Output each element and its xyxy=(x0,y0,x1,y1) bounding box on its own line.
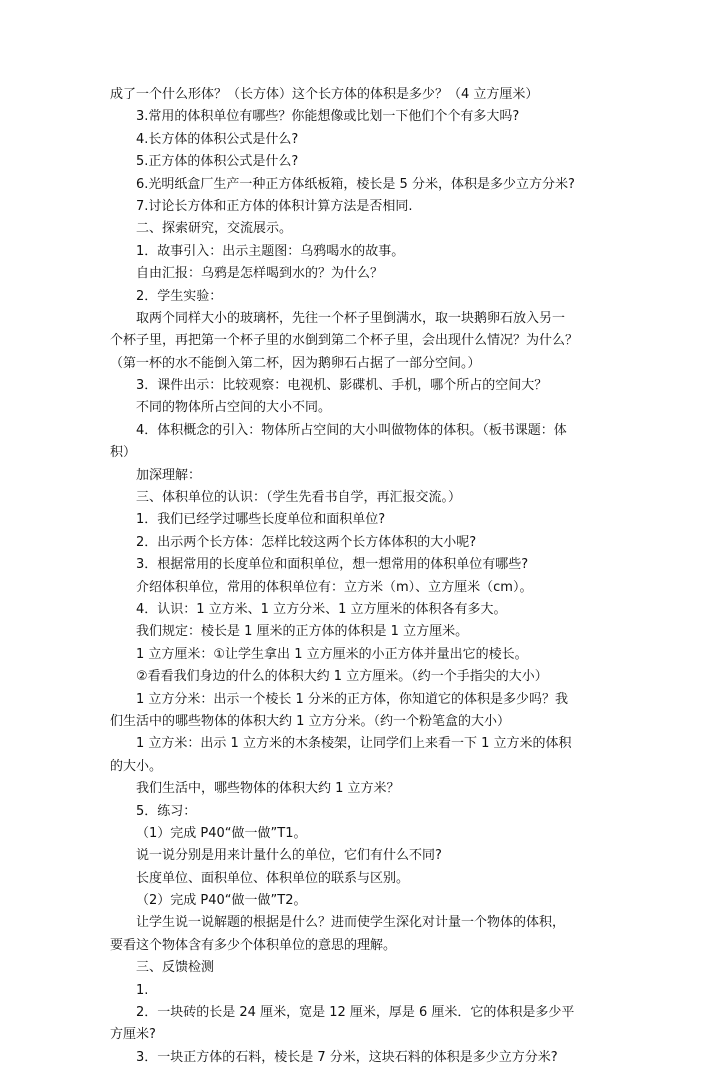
text-line: 1．故事引入：出示主题图：乌鸦喝水的故事。 xyxy=(136,243,405,259)
text-line: 积） xyxy=(110,445,137,461)
text-line: 2．一块砖的长是 24 厘米，宽是 12 厘米，厚是 6 厘米．它的体积是多少平 xyxy=(136,1005,575,1021)
text-line: 1. xyxy=(136,982,149,998)
text-line: 1 立方米：出示 1 立方米的木条棱架，让同学们上来看一下 1 立方米的体积 xyxy=(136,736,572,752)
section-heading: 三、体积单位的认识：（学生先看书自学，再汇报交流。） xyxy=(136,490,462,506)
text-line: 2．出示两个长方体：怎样比较这两个长方体体积的大小呢? xyxy=(136,534,477,550)
text-line: 1 立方厘米：①让学生拿出 1 立方厘米的小正方体并量出它的棱长。 xyxy=(136,646,528,662)
text-line: 1．我们已经学过哪些长度单位和面积单位? xyxy=(136,512,386,528)
text-line: 个杯子里，再把第一个杯子里的水倒到第二个杯子里，会出现什么情况？为什么？ xyxy=(110,333,579,349)
text-line: 不同的物体所占空间的大小不同。 xyxy=(136,400,332,416)
text-line: 1 立方分米：出示一个棱长 1 分米的正方体，你知道它的体积是多少吗？我 xyxy=(136,691,568,707)
text-line: 自由汇报：乌鸦是怎样喝到水的？为什么？ xyxy=(136,266,384,282)
text-line: 加深理解： xyxy=(136,467,202,483)
text-line: （第一杯的水不能倒入第二杯，因为鹅卵石占据了一部分空间。） xyxy=(110,355,481,371)
text-line: 3.常用的体积单位有哪些？你能想像或比划一下他们个个有多大吗? xyxy=(136,109,520,125)
section-heading: 二、探索研究，交流展示。 xyxy=(136,221,293,237)
text-line: （2）完成 P40“做一做”T2。 xyxy=(136,893,307,909)
text-line: 5.正方体的体积公式是什么? xyxy=(136,154,299,170)
text-line: 5．练习： xyxy=(136,803,197,819)
text-line: 说一说分别是用来计量什么的单位，它们有什么不同? xyxy=(136,848,442,864)
text-line: 介绍体积单位，常用的体积单位有：立方米（m）、立方厘米（cm）。 xyxy=(136,579,533,595)
text-line: 4.长方体的体积公式是什么? xyxy=(136,131,299,147)
text-line: 3．课件出示：比较观察：电视机、影碟机、手机，哪个所占的空间大？ xyxy=(136,378,548,394)
text-line: 2．学生实验： xyxy=(136,288,223,304)
text-line: 3．一块正方体的石料，棱长是 7 分米，这块石料的体积是多少立方分米? xyxy=(136,1049,558,1065)
text-line: （1）完成 P40“做一做”T1。 xyxy=(136,825,307,841)
text-line: 取两个同样大小的玻璃杯，先往一个杯子里倒满水，取一块鹅卵石放入另一 xyxy=(136,310,566,326)
text-line: 方厘米? xyxy=(110,1027,156,1043)
text-line: 我们规定：棱长是 1 厘米的正方体的体积是 1 立方厘米。 xyxy=(136,624,469,640)
text-line: 们生活中的哪些物体的体积大约 1 立方分米。（约一个粉笔盒的大小） xyxy=(110,713,511,729)
text-line: 4．认识：1 立方米、1 立方分米、1 立方厘米的体积各有多大。 xyxy=(136,601,507,617)
document-body xyxy=(110,84,620,1069)
text-line: 成了一个什么形体？（长方体）这个长方体的体积是多少？（4 立方厘米） xyxy=(110,87,539,102)
text-line: 要看这个物体含有多少个体积单位的意思的理解。 xyxy=(110,937,397,953)
text-line: 6.光明纸盒厂生产一种正方体纸板箱，棱长是 5 分米，体积是多少立方分米? xyxy=(136,176,575,192)
text-line: 长度单位、面积单位、体积单位的联系与区别。 xyxy=(136,870,410,886)
text-line: 的大小。 xyxy=(110,758,163,774)
text-line: ②看看我们身边的什么的体积大约 1 立方厘米。（约一个手指尖的大小） xyxy=(136,669,548,685)
text-line: 让学生说一说解题的根据是什么？进而使学生深化对计量一个物体的体积， xyxy=(136,915,566,931)
text-line: 我们生活中，哪些物体的体积大约 1 立方米？ xyxy=(136,781,400,797)
text-line: 3．根据常用的长度单位和面积单位，想一想常用的体积单位有哪些? xyxy=(136,557,529,573)
section-heading: 三、反馈检测 xyxy=(136,960,215,976)
text-line: 7.讨论长方体和正方体的体积计算方法是否相同. xyxy=(136,198,413,214)
text-line: 4．体积概念的引入：物体所占空间的大小叫做物体的体积。（板书课题：体 xyxy=(136,422,567,438)
